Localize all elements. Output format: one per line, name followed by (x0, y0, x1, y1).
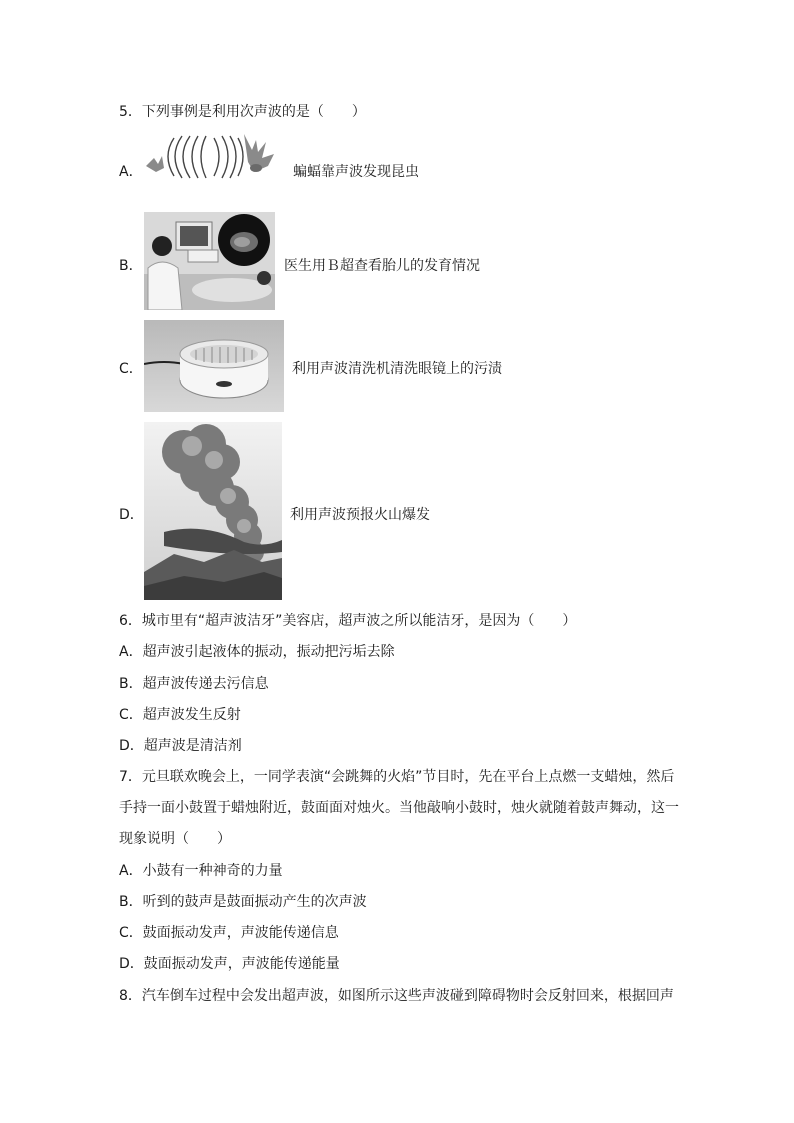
q7-option-b: B．听到的鼓声是鼓面振动产生的次声波 (119, 894, 367, 910)
insect-icon (244, 134, 274, 172)
ultrasonic-cleaner-image (144, 320, 284, 412)
ultrasound-exam-image (144, 212, 275, 310)
volcano-eruption-image (144, 422, 282, 600)
bat-icon (146, 156, 164, 172)
q6-option-c: C．超声波发生反射 (119, 707, 241, 723)
bat-echolocation-image (144, 132, 284, 180)
q7-option-a: A．小鼓有一种神奇的力量 (119, 863, 283, 879)
question-8-stem: 8．汽车倒车过程中会发出超声波，如图所示这些声波碰到障碍物时会反射回来，根据回声 (119, 988, 674, 1004)
q5-option-d-label: D． (119, 507, 144, 523)
q5-option-b-label: B． (119, 258, 143, 274)
question-6-stem: 6．城市里有“超声波洁牙”美容店，超声波之所以能洁牙，是因为（ ） (119, 613, 577, 629)
q7-option-d: D．鼓面振动发声，声波能传递能量 (119, 956, 340, 972)
q5-option-d-text: 利用声波预报火山爆发 (290, 507, 430, 523)
question-7-stem-line-2: 手持一面小鼓置于蜡烛附近，鼓面面对烛火。当他敲响小鼓时，烛火就随着鼓声舞动，这一 (119, 800, 679, 816)
q5-option-c-label: C． (119, 361, 143, 377)
q7-option-c: C．鼓面振动发声，声波能传递信息 (119, 925, 339, 941)
q5-option-a-label: A． (119, 164, 143, 180)
question-5-stem: 5．下列事例是利用次声波的是（ ） (119, 104, 366, 120)
q6-option-b: B．超声波传递去污信息 (119, 676, 269, 692)
q6-option-d: D．超声波是清洁剂 (119, 738, 242, 754)
q5-option-a-text: 蝙蝠靠声波发现昆虫 (293, 164, 419, 180)
q6-option-a: A．超声波引起液体的振动，振动把污垢去除 (119, 644, 395, 660)
q5-option-c-text: 利用声波清洗机清洗眼镜上的污渍 (292, 361, 502, 377)
q5-option-b-text: 医生用Ｂ超查看胎儿的发育情况 (284, 258, 480, 274)
question-7-stem-line-1: 7．元旦联欢晚会上，一同学表演“会跳舞的火焰”节目时，先在平台上点燃一支蜡烛，然后 (119, 769, 675, 785)
question-7-stem-line-3: 现象说明（ ） (119, 831, 231, 847)
